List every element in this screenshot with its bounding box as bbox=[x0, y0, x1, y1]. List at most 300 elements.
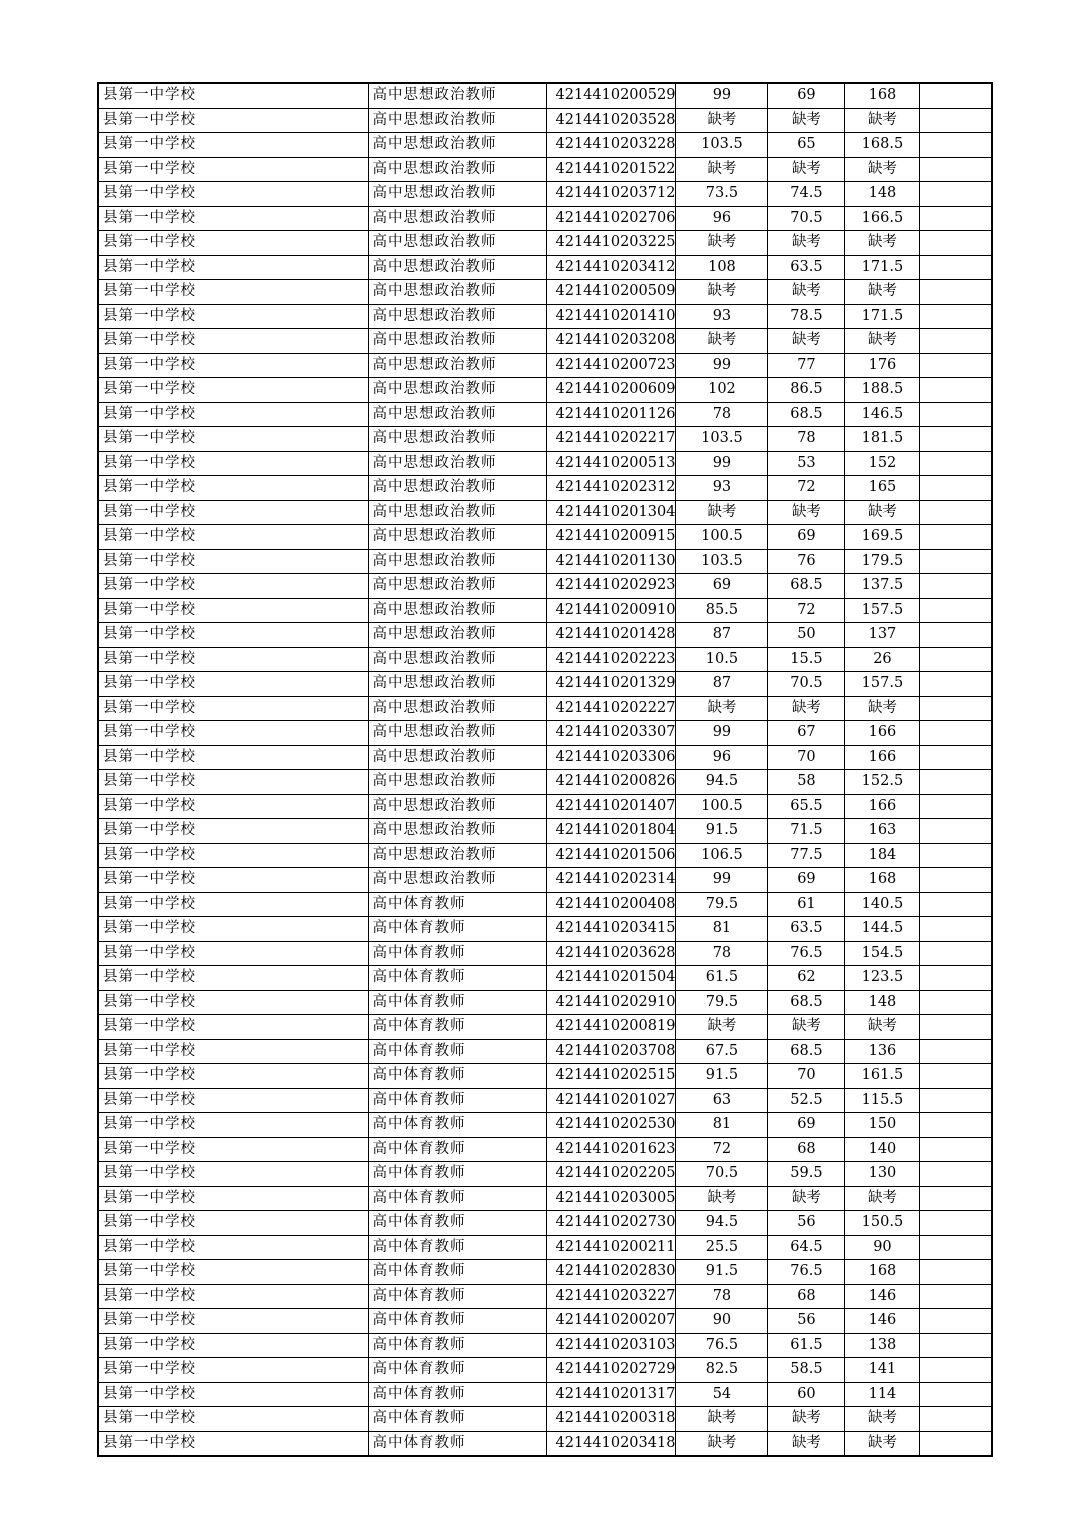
written-score-cell: 103.5 bbox=[676, 427, 768, 452]
exam-id-cell: 4214410202515 bbox=[546, 1064, 676, 1089]
school-cell: 县第一中学校 bbox=[98, 1382, 368, 1407]
school-cell: 县第一中学校 bbox=[98, 353, 368, 378]
exam-id-cell: 4214410203225 bbox=[546, 231, 676, 256]
table-row bbox=[98, 378, 992, 403]
interview-score-cell: 59.5 bbox=[768, 1162, 845, 1187]
remark-cell bbox=[920, 1407, 992, 1432]
school-cell: 县第一中学校 bbox=[98, 329, 368, 354]
school-cell: 县第一中学校 bbox=[98, 892, 368, 917]
position-cell: 高中思想政治教师 bbox=[368, 329, 546, 354]
written-score-cell: 79.5 bbox=[676, 892, 768, 917]
position-cell: 高中思想政治教师 bbox=[368, 745, 546, 770]
total-score-cell: 90 bbox=[845, 1235, 920, 1260]
interview-score-cell: 77 bbox=[768, 353, 845, 378]
position-cell: 高中思想政治教师 bbox=[368, 623, 546, 648]
exam-id-cell: 4214410203708 bbox=[546, 1039, 676, 1064]
table-row bbox=[98, 623, 992, 648]
position-cell: 高中体育教师 bbox=[368, 1407, 546, 1432]
remark-cell bbox=[920, 941, 992, 966]
exam-id-cell: 4214410202923 bbox=[546, 574, 676, 599]
total-score-cell: 188.5 bbox=[845, 378, 920, 403]
written-score-cell: 73.5 bbox=[676, 182, 768, 207]
total-score-cell: 171.5 bbox=[845, 255, 920, 280]
table-row bbox=[98, 402, 992, 427]
exam-id-cell: 4214410200207 bbox=[546, 1309, 676, 1334]
table-row bbox=[98, 696, 992, 721]
table-row bbox=[98, 1211, 992, 1236]
remark-cell bbox=[920, 231, 992, 256]
remark-cell bbox=[920, 133, 992, 158]
total-score-cell: 146 bbox=[845, 1309, 920, 1334]
written-score-cell: 99 bbox=[676, 868, 768, 893]
position-cell: 高中体育教师 bbox=[368, 1015, 546, 1040]
interview-score-cell: 63.5 bbox=[768, 917, 845, 942]
exam-id-cell: 4214410200723 bbox=[546, 353, 676, 378]
interview-score-cell: 70 bbox=[768, 1064, 845, 1089]
school-cell: 县第一中学校 bbox=[98, 1162, 368, 1187]
total-score-cell: 缺考 bbox=[845, 1431, 920, 1456]
table-row bbox=[98, 1407, 992, 1432]
position-cell: 高中思想政治教师 bbox=[368, 304, 546, 329]
written-score-cell: 缺考 bbox=[676, 1407, 768, 1432]
interview-score-cell: 53 bbox=[768, 451, 845, 476]
table-row bbox=[98, 1088, 992, 1113]
interview-score-cell: 62 bbox=[768, 966, 845, 991]
written-score-cell: 94.5 bbox=[676, 1211, 768, 1236]
position-cell: 高中体育教师 bbox=[368, 1260, 546, 1285]
written-score-cell: 缺考 bbox=[676, 696, 768, 721]
exam-id-cell: 4214410202530 bbox=[546, 1113, 676, 1138]
remark-cell bbox=[920, 1309, 992, 1334]
table-row bbox=[98, 574, 992, 599]
table-row bbox=[98, 1358, 992, 1383]
interview-score-cell: 78 bbox=[768, 427, 845, 452]
total-score-cell: 141 bbox=[845, 1358, 920, 1383]
interview-score-cell: 69 bbox=[768, 83, 845, 108]
position-cell: 高中体育教师 bbox=[368, 1064, 546, 1089]
remark-cell bbox=[920, 1260, 992, 1285]
position-cell: 高中思想政治教师 bbox=[368, 402, 546, 427]
exam-id-cell: 4214410202312 bbox=[546, 476, 676, 501]
written-score-cell: 缺考 bbox=[676, 1431, 768, 1456]
position-cell: 高中思想政治教师 bbox=[368, 108, 546, 133]
exam-id-cell: 4214410203418 bbox=[546, 1431, 676, 1456]
written-score-cell: 82.5 bbox=[676, 1358, 768, 1383]
interview-score-cell: 58 bbox=[768, 770, 845, 795]
exam-id-cell: 4214410200318 bbox=[546, 1407, 676, 1432]
school-cell: 县第一中学校 bbox=[98, 1088, 368, 1113]
table-row bbox=[98, 819, 992, 844]
position-cell: 高中思想政治教师 bbox=[368, 353, 546, 378]
exam-id-cell: 4214410201522 bbox=[546, 157, 676, 182]
school-cell: 县第一中学校 bbox=[98, 1137, 368, 1162]
exam-id-cell: 4214410200513 bbox=[546, 451, 676, 476]
remark-cell bbox=[920, 1358, 992, 1383]
total-score-cell: 169.5 bbox=[845, 525, 920, 550]
school-cell: 县第一中学校 bbox=[98, 427, 368, 452]
remark-cell bbox=[920, 157, 992, 182]
total-score-cell: 161.5 bbox=[845, 1064, 920, 1089]
school-cell: 县第一中学校 bbox=[98, 672, 368, 697]
interview-score-cell: 72 bbox=[768, 476, 845, 501]
written-score-cell: 94.5 bbox=[676, 770, 768, 795]
exam-id-cell: 4214410200915 bbox=[546, 525, 676, 550]
position-cell: 高中体育教师 bbox=[368, 966, 546, 991]
school-cell: 县第一中学校 bbox=[98, 1333, 368, 1358]
position-cell: 高中体育教师 bbox=[368, 990, 546, 1015]
remark-cell bbox=[920, 549, 992, 574]
exam-id-cell: 4214410201027 bbox=[546, 1088, 676, 1113]
table-row bbox=[98, 966, 992, 991]
position-cell: 高中思想政治教师 bbox=[368, 378, 546, 403]
written-score-cell: 70.5 bbox=[676, 1162, 768, 1187]
interview-score-cell: 69 bbox=[768, 868, 845, 893]
interview-score-cell: 78.5 bbox=[768, 304, 845, 329]
remark-cell bbox=[920, 1088, 992, 1113]
exam-id-cell: 4214410203103 bbox=[546, 1333, 676, 1358]
position-cell: 高中体育教师 bbox=[368, 1088, 546, 1113]
position-cell: 高中体育教师 bbox=[368, 1137, 546, 1162]
written-score-cell: 缺考 bbox=[676, 280, 768, 305]
exam-id-cell: 4214410203412 bbox=[546, 255, 676, 280]
written-score-cell: 缺考 bbox=[676, 231, 768, 256]
remark-cell bbox=[920, 206, 992, 231]
table-row bbox=[98, 1162, 992, 1187]
position-cell: 高中体育教师 bbox=[368, 1431, 546, 1456]
interview-score-cell: 缺考 bbox=[768, 157, 845, 182]
written-score-cell: 78 bbox=[676, 1284, 768, 1309]
school-cell: 县第一中学校 bbox=[98, 525, 368, 550]
written-score-cell: 缺考 bbox=[676, 157, 768, 182]
written-score-cell: 54 bbox=[676, 1382, 768, 1407]
remark-cell bbox=[920, 1137, 992, 1162]
total-score-cell: 146 bbox=[845, 1284, 920, 1309]
remark-cell bbox=[920, 378, 992, 403]
table-row bbox=[98, 868, 992, 893]
table-row bbox=[98, 157, 992, 182]
school-cell: 县第一中学校 bbox=[98, 500, 368, 525]
interview-score-cell: 56 bbox=[768, 1211, 845, 1236]
written-score-cell: 99 bbox=[676, 451, 768, 476]
school-cell: 县第一中学校 bbox=[98, 378, 368, 403]
remark-cell bbox=[920, 353, 992, 378]
written-score-cell: 108 bbox=[676, 255, 768, 280]
written-score-cell: 91.5 bbox=[676, 1260, 768, 1285]
remark-cell bbox=[920, 574, 992, 599]
position-cell: 高中思想政治教师 bbox=[368, 451, 546, 476]
interview-score-cell: 50 bbox=[768, 623, 845, 648]
written-score-cell: 缺考 bbox=[676, 108, 768, 133]
total-score-cell: 181.5 bbox=[845, 427, 920, 452]
exam-id-cell: 4214410203307 bbox=[546, 721, 676, 746]
written-score-cell: 87 bbox=[676, 623, 768, 648]
interview-score-cell: 68.5 bbox=[768, 574, 845, 599]
school-cell: 县第一中学校 bbox=[98, 990, 368, 1015]
written-score-cell: 93 bbox=[676, 476, 768, 501]
written-score-cell: 87 bbox=[676, 672, 768, 697]
exam-id-cell: 4214410203227 bbox=[546, 1284, 676, 1309]
table-row bbox=[98, 1064, 992, 1089]
written-score-cell: 61.5 bbox=[676, 966, 768, 991]
total-score-cell: 缺考 bbox=[845, 696, 920, 721]
total-score-cell: 140 bbox=[845, 1137, 920, 1162]
position-cell: 高中思想政治教师 bbox=[368, 574, 546, 599]
table-row bbox=[98, 427, 992, 452]
table-row bbox=[98, 647, 992, 672]
total-score-cell: 缺考 bbox=[845, 231, 920, 256]
school-cell: 县第一中学校 bbox=[98, 182, 368, 207]
table-row bbox=[98, 206, 992, 231]
table-row bbox=[98, 182, 992, 207]
total-score-cell: 114 bbox=[845, 1382, 920, 1407]
remark-cell bbox=[920, 696, 992, 721]
written-score-cell: 78 bbox=[676, 941, 768, 966]
school-cell: 县第一中学校 bbox=[98, 1358, 368, 1383]
interview-score-cell: 70 bbox=[768, 745, 845, 770]
total-score-cell: 148 bbox=[845, 990, 920, 1015]
exam-id-cell: 4214410201126 bbox=[546, 402, 676, 427]
total-score-cell: 171.5 bbox=[845, 304, 920, 329]
school-cell: 县第一中学校 bbox=[98, 231, 368, 256]
exam-id-cell: 4214410200819 bbox=[546, 1015, 676, 1040]
written-score-cell: 99 bbox=[676, 353, 768, 378]
total-score-cell: 179.5 bbox=[845, 549, 920, 574]
interview-score-cell: 缺考 bbox=[768, 1431, 845, 1456]
remark-cell bbox=[920, 623, 992, 648]
table-row bbox=[98, 231, 992, 256]
interview-score-cell: 68 bbox=[768, 1137, 845, 1162]
school-cell: 县第一中学校 bbox=[98, 304, 368, 329]
remark-cell bbox=[920, 892, 992, 917]
written-score-cell: 91.5 bbox=[676, 1064, 768, 1089]
exam-id-cell: 4214410201428 bbox=[546, 623, 676, 648]
total-score-cell: 123.5 bbox=[845, 966, 920, 991]
written-score-cell: 79.5 bbox=[676, 990, 768, 1015]
remark-cell bbox=[920, 990, 992, 1015]
written-score-cell: 103.5 bbox=[676, 133, 768, 158]
table-row bbox=[98, 1333, 992, 1358]
total-score-cell: 157.5 bbox=[845, 672, 920, 697]
table-row bbox=[98, 745, 992, 770]
remark-cell bbox=[920, 1162, 992, 1187]
written-score-cell: 100.5 bbox=[676, 525, 768, 550]
school-cell: 县第一中学校 bbox=[98, 745, 368, 770]
remark-cell bbox=[920, 868, 992, 893]
interview-score-cell: 68.5 bbox=[768, 1039, 845, 1064]
remark-cell bbox=[920, 1186, 992, 1211]
written-score-cell: 90 bbox=[676, 1309, 768, 1334]
interview-score-cell: 60 bbox=[768, 1382, 845, 1407]
exam-id-cell: 4214410202910 bbox=[546, 990, 676, 1015]
school-cell: 县第一中学校 bbox=[98, 1431, 368, 1456]
total-score-cell: 缺考 bbox=[845, 500, 920, 525]
school-cell: 县第一中学校 bbox=[98, 1284, 368, 1309]
position-cell: 高中思想政治教师 bbox=[368, 231, 546, 256]
total-score-cell: 136 bbox=[845, 1039, 920, 1064]
remark-cell bbox=[920, 917, 992, 942]
school-cell: 县第一中学校 bbox=[98, 574, 368, 599]
position-cell: 高中体育教师 bbox=[368, 1039, 546, 1064]
school-cell: 县第一中学校 bbox=[98, 770, 368, 795]
interview-score-cell: 52.5 bbox=[768, 1088, 845, 1113]
table-row bbox=[98, 941, 992, 966]
school-cell: 县第一中学校 bbox=[98, 549, 368, 574]
position-cell: 高中思想政治教师 bbox=[368, 255, 546, 280]
interview-score-cell: 58.5 bbox=[768, 1358, 845, 1383]
written-score-cell: 85.5 bbox=[676, 598, 768, 623]
written-score-cell: 缺考 bbox=[676, 1015, 768, 1040]
school-cell: 县第一中学校 bbox=[98, 206, 368, 231]
exam-id-cell: 4214410201623 bbox=[546, 1137, 676, 1162]
written-score-cell: 67.5 bbox=[676, 1039, 768, 1064]
interview-score-cell: 68.5 bbox=[768, 990, 845, 1015]
total-score-cell: 152 bbox=[845, 451, 920, 476]
total-score-cell: 168 bbox=[845, 83, 920, 108]
total-score-cell: 137.5 bbox=[845, 574, 920, 599]
table-row bbox=[98, 1382, 992, 1407]
remark-cell bbox=[920, 647, 992, 672]
written-score-cell: 99 bbox=[676, 83, 768, 108]
remark-cell bbox=[920, 1039, 992, 1064]
table-row bbox=[98, 1186, 992, 1211]
interview-score-cell: 86.5 bbox=[768, 378, 845, 403]
interview-score-cell: 68 bbox=[768, 1284, 845, 1309]
remark-cell bbox=[920, 819, 992, 844]
position-cell: 高中思想政治教师 bbox=[368, 598, 546, 623]
written-score-cell: 99 bbox=[676, 721, 768, 746]
table-row bbox=[98, 329, 992, 354]
interview-score-cell: 缺考 bbox=[768, 1186, 845, 1211]
interview-score-cell: 56 bbox=[768, 1309, 845, 1334]
interview-score-cell: 74.5 bbox=[768, 182, 845, 207]
remark-cell bbox=[920, 794, 992, 819]
interview-score-cell: 63.5 bbox=[768, 255, 845, 280]
exam-id-cell: 4214410203415 bbox=[546, 917, 676, 942]
written-score-cell: 103.5 bbox=[676, 549, 768, 574]
written-score-cell: 69 bbox=[676, 574, 768, 599]
school-cell: 县第一中学校 bbox=[98, 1113, 368, 1138]
table-row bbox=[98, 353, 992, 378]
written-score-cell: 106.5 bbox=[676, 843, 768, 868]
remark-cell bbox=[920, 770, 992, 795]
position-cell: 高中思想政治教师 bbox=[368, 206, 546, 231]
interview-score-cell: 67 bbox=[768, 721, 845, 746]
written-score-cell: 缺考 bbox=[676, 1186, 768, 1211]
exam-id-cell: 4214410200529 bbox=[546, 83, 676, 108]
table-row bbox=[98, 721, 992, 746]
position-cell: 高中思想政治教师 bbox=[368, 819, 546, 844]
remark-cell bbox=[920, 500, 992, 525]
exam-id-cell: 4214410203228 bbox=[546, 133, 676, 158]
position-cell: 高中思想政治教师 bbox=[368, 672, 546, 697]
school-cell: 县第一中学校 bbox=[98, 1260, 368, 1285]
table-row bbox=[98, 1015, 992, 1040]
total-score-cell: 168 bbox=[845, 1260, 920, 1285]
interview-score-cell: 64.5 bbox=[768, 1235, 845, 1260]
exam-id-cell: 4214410202227 bbox=[546, 696, 676, 721]
total-score-cell: 165 bbox=[845, 476, 920, 501]
written-score-cell: 78 bbox=[676, 402, 768, 427]
position-cell: 高中思想政治教师 bbox=[368, 500, 546, 525]
interview-score-cell: 缺考 bbox=[768, 696, 845, 721]
table-row bbox=[98, 1284, 992, 1309]
written-score-cell: 10.5 bbox=[676, 647, 768, 672]
interview-score-cell: 71.5 bbox=[768, 819, 845, 844]
remark-cell bbox=[920, 1431, 992, 1456]
school-cell: 县第一中学校 bbox=[98, 917, 368, 942]
total-score-cell: 137 bbox=[845, 623, 920, 648]
interview-score-cell: 15.5 bbox=[768, 647, 845, 672]
table-row bbox=[98, 1235, 992, 1260]
school-cell: 县第一中学校 bbox=[98, 1309, 368, 1334]
written-score-cell: 91.5 bbox=[676, 819, 768, 844]
table-row bbox=[98, 133, 992, 158]
written-score-cell: 100.5 bbox=[676, 794, 768, 819]
total-score-cell: 140.5 bbox=[845, 892, 920, 917]
table-row bbox=[98, 1260, 992, 1285]
written-score-cell: 81 bbox=[676, 1113, 768, 1138]
remark-cell bbox=[920, 1211, 992, 1236]
position-cell: 高中思想政治教师 bbox=[368, 696, 546, 721]
written-score-cell: 93 bbox=[676, 304, 768, 329]
interview-score-cell: 61.5 bbox=[768, 1333, 845, 1358]
position-cell: 高中体育教师 bbox=[368, 1186, 546, 1211]
remark-cell bbox=[920, 525, 992, 550]
total-score-cell: 26 bbox=[845, 647, 920, 672]
table-row bbox=[98, 1431, 992, 1456]
table-row bbox=[98, 1309, 992, 1334]
table-row bbox=[98, 525, 992, 550]
exam-id-cell: 4214410203528 bbox=[546, 108, 676, 133]
position-cell: 高中思想政治教师 bbox=[368, 794, 546, 819]
total-score-cell: 166.5 bbox=[845, 206, 920, 231]
interview-score-cell: 72 bbox=[768, 598, 845, 623]
exam-id-cell: 4214410200826 bbox=[546, 770, 676, 795]
table-row bbox=[98, 500, 992, 525]
table-row bbox=[98, 672, 992, 697]
exam-id-cell: 4214410200211 bbox=[546, 1235, 676, 1260]
total-score-cell: 166 bbox=[845, 745, 920, 770]
written-score-cell: 缺考 bbox=[676, 329, 768, 354]
school-cell: 县第一中学校 bbox=[98, 1211, 368, 1236]
remark-cell bbox=[920, 1113, 992, 1138]
school-cell: 县第一中学校 bbox=[98, 1064, 368, 1089]
remark-cell bbox=[920, 108, 992, 133]
position-cell: 高中体育教师 bbox=[368, 1333, 546, 1358]
total-score-cell: 148 bbox=[845, 182, 920, 207]
school-cell: 县第一中学校 bbox=[98, 476, 368, 501]
position-cell: 高中体育教师 bbox=[368, 1358, 546, 1383]
school-cell: 县第一中学校 bbox=[98, 255, 368, 280]
school-cell: 县第一中学校 bbox=[98, 451, 368, 476]
remark-cell bbox=[920, 598, 992, 623]
written-score-cell: 96 bbox=[676, 206, 768, 231]
school-cell: 县第一中学校 bbox=[98, 598, 368, 623]
remark-cell bbox=[920, 672, 992, 697]
remark-cell bbox=[920, 721, 992, 746]
school-cell: 县第一中学校 bbox=[98, 868, 368, 893]
interview-score-cell: 77.5 bbox=[768, 843, 845, 868]
school-cell: 县第一中学校 bbox=[98, 83, 368, 108]
remark-cell bbox=[920, 329, 992, 354]
remark-cell bbox=[920, 451, 992, 476]
school-cell: 县第一中学校 bbox=[98, 623, 368, 648]
school-cell: 县第一中学校 bbox=[98, 402, 368, 427]
exam-id-cell: 4214410202314 bbox=[546, 868, 676, 893]
exam-id-cell: 4214410202223 bbox=[546, 647, 676, 672]
table-row bbox=[98, 917, 992, 942]
exam-id-cell: 4214410200509 bbox=[546, 280, 676, 305]
